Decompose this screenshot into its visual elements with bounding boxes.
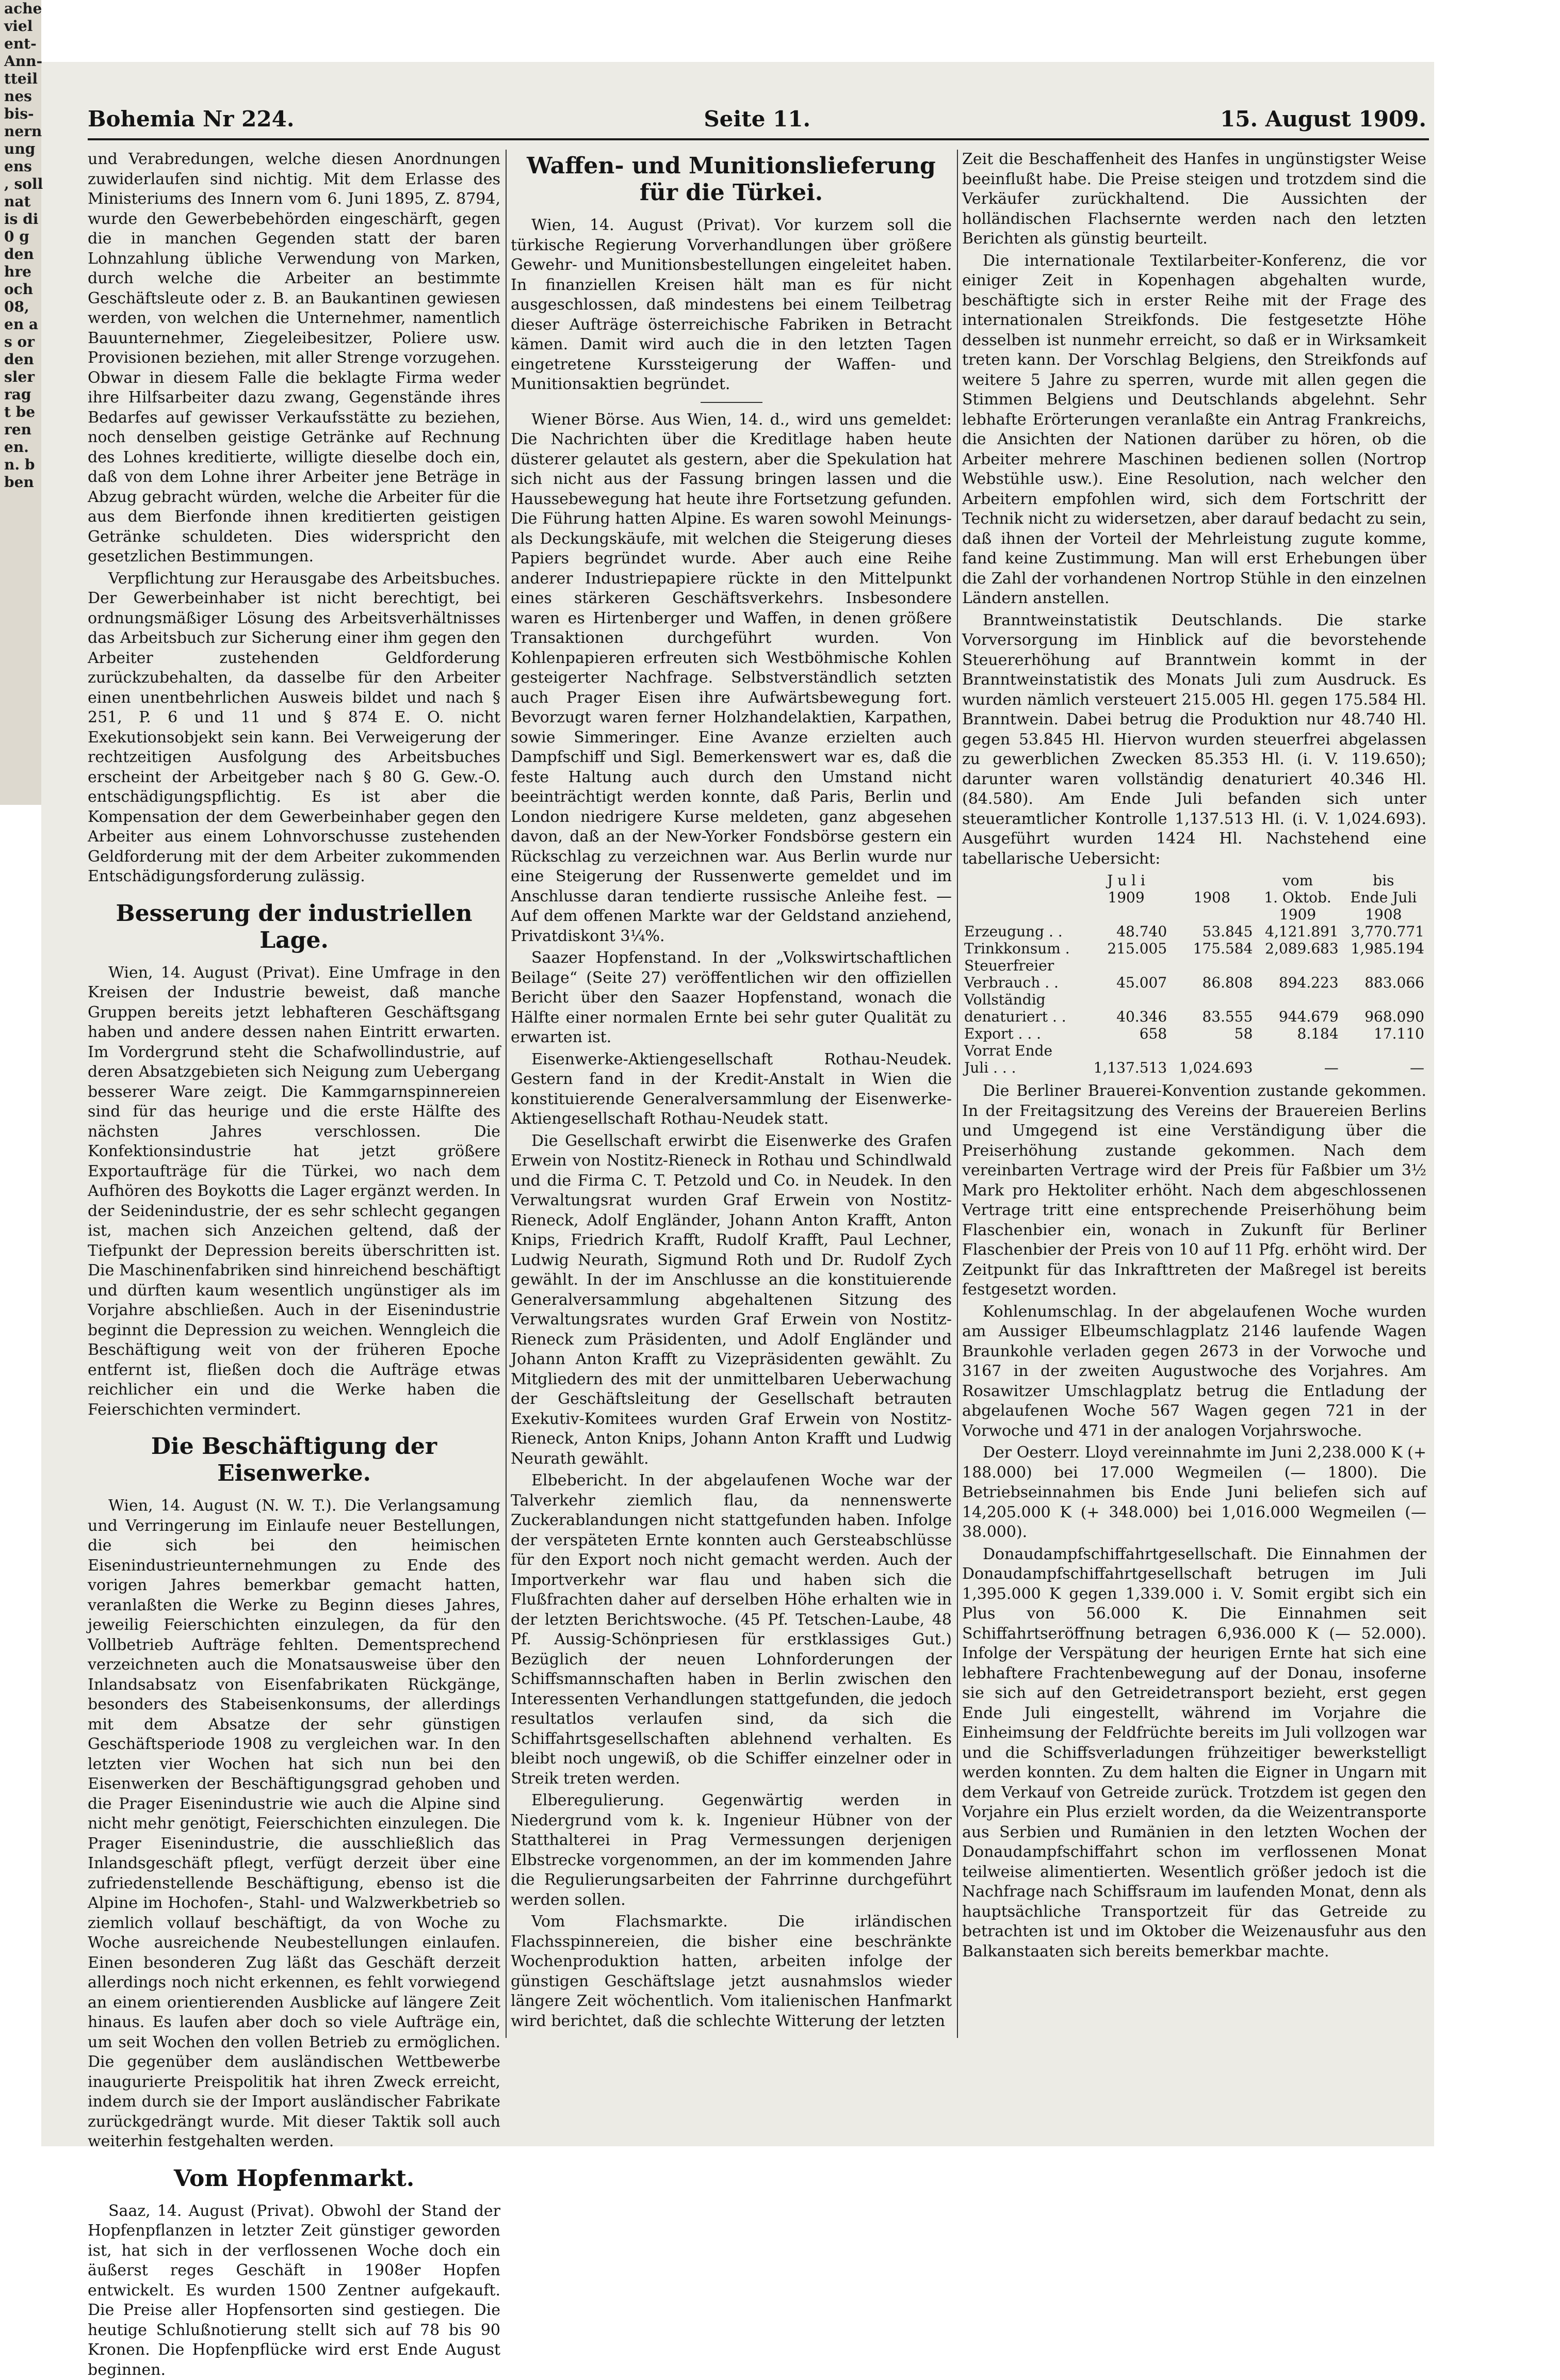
prev-page-fragment: hre bbox=[0, 263, 41, 281]
article-text: Wiener Börse. Aus Wien, 14. d., wird uns gemeldet: Die Nachrichten über die Kreditlage haben heute düsterer gelautet als gestern, aber die Spekulation hat sich nicht aus der Fassung bringen lassen und die Haussebewegung hat heute ihre Fortsetzung gefunden. Die Führung hatten Alpine. Es waren sowohl Meinungs- als Deckungskäufe, mit welchen die Steigerung dieses Papiers begründet wurde. Aber auch eine Reihe anderer Industriepapiere rückte in den Mittelpunkt eines stärkeren Geschäftsverkehrs. Insbesondere waren es Hirtenberger und Waffen, in denen größere Transaktionen durchgeführt wurden. Von Kohlenpapieren erfreuten sich Westböhmische Kohlen gesteigerter Nachfrage. Selbstverständlich setzten auch Prager Eisen ihre Aufwärtsbewegung fort. Bevorzugt waren ferner Holzhandelaktien, Karpathen, sowie Simmeringer. Eine Avanze erzielten auch Dampfschiff und Sigl. Bemerkenswert war es, daß die feste Haltung auch durch den Umstand nicht beeinträchtigt werden konnte, daß Paris, Berlin und London niedrigere Kurse meldeten, ganz abgesehen davon, daß an der New-Yorker Fondsbörse gestern ein Rückschlag zu verzeichnen war. Aus Berlin wurde nur eine Steigerung der Russenwerte gemeldet und im Anschlusse daran tendierte russische Anleihe fest. — Auf dem offenen Markte war der Geldstand anziehend, Privatdiskont 3¼%. bbox=[511, 410, 952, 947]
article-text: Der Oesterr. Lloyd vereinnahmte im Juni 2,238.000 K (+ 188.000) bei 17.000 Wegmeilen (— 1800). Die Betriebseinnahmen bis Ende Juni beliefen sich auf 14,205.000 K (+ 348.000) bei 1,016.000 Wegmeilen (— 38.000). bbox=[962, 1443, 1426, 1543]
table-cell: 83.555 bbox=[1169, 1008, 1255, 1025]
article-text: Elbebericht. In der abgelaufenen Woche war der Talverkehr ziemlich flau, da nennenswerte Zuckerablandungen nicht stattgefunden haben. Infolge der verspäteten Ernte konnten auch Gersteabschlüsse für den Export noch nicht gemacht werden. Auch der Importverkehr war flau und haben sich die Flußfrachten daher auf derselben Höhe erhalten wie in der letzten Berichtswoche. (45 Pf. Tetschen-Laube, 48 Pf. Aussig-Schönpriesen für erstklassiges Gut.) Bezüglich der neuen Lohnforderungen der Schiffsmannschaften haben in Berlin zwischen den Interessenten Verhandlungen stattgefunden, die jedoch resultatlos verlaufen sind, da sich die Schiffahrtsgesellschaften ablehnend verhalten. Es bleibt noch ungewiß, ob die Schiffer einzelner oder in Streik treten werden. bbox=[511, 1471, 952, 1789]
prev-page-fragment: , soll bbox=[0, 175, 41, 193]
table-cell: 8.184 bbox=[1255, 1025, 1340, 1042]
article-heading: Vom Hopfenmarkt. bbox=[88, 2165, 500, 2192]
table-cell: 40.346 bbox=[1083, 1008, 1169, 1025]
table-cell: 883.066 bbox=[1341, 974, 1426, 991]
table-cell: 1,137.513 bbox=[1083, 1059, 1169, 1076]
prev-page-fragment: ache bbox=[0, 0, 41, 18]
table-row-label: Vollständig bbox=[962, 991, 1083, 1008]
table-cell: 968.090 bbox=[1341, 1008, 1426, 1025]
table-cell: 86.808 bbox=[1169, 974, 1255, 991]
table-cell: — bbox=[1341, 1059, 1426, 1076]
separator bbox=[701, 402, 762, 403]
table-row-label: denaturiert . . bbox=[962, 1008, 1083, 1025]
prev-page-fragment: den bbox=[0, 246, 41, 263]
table-cell: 53.845 bbox=[1169, 923, 1255, 940]
table-row bbox=[962, 1025, 1426, 1042]
table-cell: 48.740 bbox=[1083, 923, 1169, 940]
article-text: Branntweinstatistik Deutschlands. Die starke Vorversorgung im Hinblick auf die bevorstehende Steuererhöhung auf Branntwein kommt in der Branntweinstatistik des Monats Juli zum Ausdruck. Es wurden nämlich versteuert 215.005 Hl. gegen 175.584 Hl. Branntwein. Dabei betrug die Produktion nur 48.740 Hl. gegen 53.845 Hl. Hiervon wurden steuerfrei abgelassen zu gewerblichen Zwecken 85.353 Hl. (i. V. 119.650); darunter waren vollständig denaturiert 40.346 Hl. (84.580). Am Ende Juli befanden sich unter steueramtlicher Kontrolle 1,137.513 Hl. (i. V. 1,024.693). Ausgeführt wurden 1424 Hl. Nachstehend eine tabellarische Uebersicht: bbox=[962, 611, 1426, 869]
table-cell: 175.584 bbox=[1169, 940, 1255, 957]
prev-page-fragment: ung bbox=[0, 140, 41, 158]
table-header-cell: Ende Juli bbox=[1341, 889, 1426, 906]
table-row-label: Verbrauch . . bbox=[962, 974, 1083, 991]
table-cell: 2,089.683 bbox=[1255, 940, 1340, 957]
article-text: Saazer Hopfenstand. In der „Volkswirtschaftlichen Beilage“ (Seite 27) veröffentlichen wir den offiziellen Bericht über den Saazer Hopfenstand, wonach die Hälfte einer normalen Ernte bei sehr guter Qualität zu erwarten ist. bbox=[511, 948, 952, 1048]
table-header-cell: bis bbox=[1341, 872, 1426, 889]
table-row-label: Steuerfreier bbox=[962, 957, 1083, 974]
table-header-cell: 1908 bbox=[1341, 906, 1426, 923]
prev-page-fragment: is di bbox=[0, 211, 41, 228]
page-header bbox=[88, 101, 1426, 137]
table-row bbox=[962, 1008, 1426, 1025]
prev-page-fragment: 0 g bbox=[0, 228, 41, 246]
table-header-cell: vom bbox=[1255, 872, 1340, 889]
prev-page-fragment: t be bbox=[0, 403, 41, 421]
prev-page-fragment: nes bbox=[0, 88, 41, 105]
table-cell: 58 bbox=[1169, 1025, 1255, 1042]
table-cell: 4,121.891 bbox=[1255, 923, 1340, 940]
table-cell bbox=[1341, 991, 1426, 1008]
table-row bbox=[962, 1042, 1426, 1059]
table-cell bbox=[1169, 991, 1255, 1008]
prev-page-fragment: nat bbox=[0, 193, 41, 211]
prev-page-fragment: 08, bbox=[0, 298, 41, 316]
article-text: Verpflichtung zur Herausgabe des Arbeitsbuches. Der Gewerbeinhaber ist nicht berechtigt, bei ordnungsmäßiger Lösung des Arbeitsverhältnisses das Arbeitsbuch zur Sicherung einer ihm gegen den Arbeiter zustehenden Geldforderung zurückzubehalten, da dasselbe für den Arbeiter einen unentbehrlichen Ausweis bildet und nach § 251, P. 6 und 11 und § 874 E. O. nicht Exekutionsobjekt sein kann. Bei Verweigerung der rechtzeitigen Ausfolgung des Arbeitsbuches erscheint der Arbeitgeber nach § 80 G. Gew.-O. entschädigungspflichtig. Es ist aber die Kompensation der dem Gewerbeinhaber gegen den Arbeiter aus einem Lohnvorschusse zustehenden Geldforderung mit der dem Arbeiter zukommenden Entschädigungsforderung zulässig. bbox=[88, 569, 500, 887]
article-text: Kohlenumschlag. In der abgelaufenen Woche wurden am Aussiger Elbeumschlagplatz 2146 laufende Wagen Braunkohle verladen gegen 2673 in der Vorwoche und 3167 in der zweiten Augustwoche des Vorjahres. Am Rosawitzer Umschlagplatz betrug die Entladung der abgelaufenen Woche 567 Wagen gegen 721 in der Vorwoche und 471 in der analogen Vorjahrswoche. bbox=[962, 1302, 1426, 1442]
table-cell bbox=[1083, 1042, 1169, 1059]
table-header-cell bbox=[962, 872, 1083, 889]
table-cell: — bbox=[1255, 1059, 1340, 1076]
table-cell: 17.110 bbox=[1341, 1025, 1426, 1042]
table-header-cell: 1. Oktob. bbox=[1255, 889, 1340, 906]
article-heading: Waffen- und Munitionslieferung für die Türkei. bbox=[511, 153, 952, 206]
column-rule bbox=[957, 150, 958, 2038]
prev-page-fragment: s or bbox=[0, 333, 41, 351]
prev-page-fragment: en a bbox=[0, 316, 41, 333]
prev-page-fragment: en. bbox=[0, 439, 41, 456]
table-row bbox=[962, 974, 1426, 991]
prev-page-fragment: ent- bbox=[0, 35, 41, 53]
article-text: und Verabredungen, welche diesen Anordnungen zuwiderlaufen sind nichtig. Mit dem Erlasse des Ministeriums des Innern vom 6. Juni 1895, Z. 8794, wurde den Gewerbebehörden eingeschärft, gegen die in manchen Gegenden statt der baren Lohnzahlung übliche Verwendung von Marken, durch welche die Arbeiter an bestimmte Geschäftsleute oder z. B. an Baukantinen gewiesen werden, von welchen die Unternehmer, namentlich Bauunternehmer, Ziegeleibesitzer, Poliere usw. Provisionen beziehen, mit aller Strenge vorzugehen. Obwar in diesem Falle die beklagte Firma weder ihre Hilfsarbeiter dazu zwang, Gegenstände ihres Bedarfes auf gewisser Verkaufsstätte zu beziehen, noch denselben geistige Getränke auf Rechnung des Lohnes kreditierte, willigte dieselbe doch ein, daß von dem Lohne ihrer Arbeiter jene Beträge in Abzug gebracht würden, welche die Arbeiter für die aus dem Bierfonde ihnen kreditierten geistigen Getränke schuldeten. Dies widerspricht den gesetzlichen Bestimmungen. bbox=[88, 150, 500, 567]
table-row bbox=[962, 940, 1426, 957]
table-cell bbox=[1083, 957, 1169, 974]
article-text: Saaz, 14. August (Privat). Obwohl der Stand der Hopfenpflanzen in letzter Zeit günstiger geworden ist, hat sich in der verflossenen Woche doch ein äußerst reges Geschäft in 1908er Hopfen entwickelt. Es wurden 1500 Zentner aufgekauft. Die Preise aller Hopfensorten sind gestiegen. Die heutige Schlußnotierung stellt sich auf 78 bis 90 Kronen. Die Hopfenpflücke wird erst Ende August beginnen. bbox=[88, 2201, 500, 2380]
table-header-cell: 1908 bbox=[1169, 889, 1255, 906]
article-text: Die Gesellschaft erwirbt die Eisenwerke des Grafen Erwein von Nostitz-Rieneck in Rothau und Schindlwald und die Firma C. T. Petzold und Co. in Neudek. In den Verwaltungsrat wurden Graf Erwein von Nostitz-Rieneck, Adolf Engländer, Johann Anton Krafft, Anton Knips, Friedrich Krafft, Rudolf Krafft, Paul Lechner, Ludwig Neurath, Sigmund Roth und Dr. Rudolf Zych gewählt. In der im Anschlusse an die konstituierende Generalversammlung abgehaltenen Sitzung des Verwaltungsrates wurden Graf Erwein von Nostitz-Rieneck zum Präsidenten, und Adolf Engländer und Johann Anton Krafft zu Vizepräsidenten gewählt. Zu Mitgliedern des mit der unmittelbaren Ueberwachung der Geschäftsleitung der Gesellschaft betrauten Exekutiv-Komitees wurden Graf Erwein von Nostitz-Rieneck, Anton Knips, Johann Anton Krafft und Ludwig Neurath gewählt. bbox=[511, 1131, 952, 1469]
prev-page-fragment: nern bbox=[0, 123, 41, 140]
table-row bbox=[962, 923, 1426, 940]
table-header-cell bbox=[962, 906, 1083, 923]
article-text: Wien, 14. August (Privat). Vor kurzem soll die türkische Regierung Vorverhandlungen über größere Gewehr- und Munitionsbestellungen eingeleitet haben. In finanziellen Kreisen hält man es für nicht ausgeschlossen, daß mindestens bei einem Teilbetrag dieser Aufträge österreichische Fabriken in Betracht kämen. Damit wird auch die in den letzten Tagen eingetretene Kurssteigerung der Waffen- und Munitionsaktien begründet. bbox=[511, 216, 952, 395]
table-cell: 3,770.771 bbox=[1341, 923, 1426, 940]
table-row bbox=[962, 957, 1426, 974]
statistics-table bbox=[962, 872, 1426, 1076]
table-row-label: Juli . . . bbox=[962, 1059, 1083, 1076]
column-2 bbox=[511, 150, 952, 2038]
article-text: Elberegulierung. Gegenwärtig werden in Niedergrund vom k. k. Ingenieur Hübner von der Statthalterei in Prag Vermessungen derjenigen Elbstrecke vorgenommen, an der im kommenden Jahre die Regulierungsarbeiten der Fahrrinne durchgeführt werden sollen. bbox=[511, 1791, 952, 1910]
previous-page-edge bbox=[0, 0, 41, 805]
article-text: Die internationale Textilarbeiter-Konferenz, die vor einiger Zeit in Kopenhagen abgehalten wurde, beschäftigte sich in erster Reihe mit der Frage des internationalen Streikfonds. Die festgesetzte Höhe desselben ist nunmehr erreicht, so daß er in Wirksamkeit treten kann. Der Vorschlag Belgiens, den Streikfonds auf weitere 5 Jahre zu sperren, wurde mit allen gegen die Stimmen Belgiens und Deutschlands abgelehnt. Sehr lebhafte Erörterungen veranlaßte ein Antrag Frankreichs, die Ansichten der Nationen darüber zu hören, ob die Arbeiter mehrere Maschinen bedienen sollen (Nortrop Webstühle usw.). Eine Resolution, nach welcher den Arbeitern empfohlen wird, sich dem Fortschritt der Technik nicht zu widersetzen, aber darauf bedacht zu sein, daß ihnen der Vorteil der Mehrleistung zugute komme, fand keine Zustimmung. Man will erst Erhebungen über die Zahl der vorhandenen Nortrop Stühle in den einzelnen Ländern anstellen. bbox=[962, 251, 1426, 609]
prev-page-fragment: rag bbox=[0, 386, 41, 403]
article-text: Eisenwerke-Aktiengesellschaft Rothau-Neudek. Gestern fand in der Kredit-Anstalt in Wien die konstituierende Generalversammlung der Eisenwerke-Aktiengesellschaft Rothau-Neudek statt. bbox=[511, 1050, 952, 1129]
table-cell bbox=[1341, 1042, 1426, 1059]
header-rule bbox=[88, 138, 1429, 140]
table-header-cell: J u l i bbox=[1083, 872, 1169, 889]
prev-page-fragment: ren bbox=[0, 421, 41, 439]
table-header-cell: 1909 bbox=[1083, 889, 1169, 906]
prev-page-fragment: n. b bbox=[0, 456, 41, 474]
table-cell bbox=[1255, 991, 1340, 1008]
table-cell bbox=[1255, 1042, 1340, 1059]
table-header-cell bbox=[1169, 872, 1255, 889]
article-text: Wien, 14. August (N. W. T.). Die Verlangsamung und Verringerung im Einlaufe neuer Bestellungen, die sich bei den heimischen Eisenindustrieunternehmungen zu Ende des vorigen Jahres bemerkbar gemacht hatten, veranlaßten die Werke zu Beginn dieses Jahres, jeweilig Feierschichten einzulegen, da für den Vollbetrieb Aufträge fehlten. Dementsprechend verzeichneten auch die Monatsausweise über den Inlandsabsatz von Eisenfabrikaten Rückgänge, besonders des Stabeisenkonsums, der allerdings mit dem Absatze der sehr günstigen Geschäftsperiode 1908 zu vergleichen war. In den letzten vier Wochen hat sich nun bei den Eisenwerken der Beschäftigungsgrad gehoben und die Prager Eisenindustrie wie auch die Alpine sind nicht mehr genötigt, Feierschichten einzulegen. Die Prager Eisenindustrie, die ausschließlich das Inlandsgeschäft pflegt, verfügt derzeit über eine zufriedenstellende Beschäftigung, ebenso ist die Alpine im Hochofen-, Stahl- und Walzwerkbetrieb so ziemlich vollauf beschäftigt, da von Woche zu Woche ausreichende Neubestellungen einlaufen. Einen besonderen Zug läßt das Geschäft derzeit allerdings noch nicht erkennen, es fehlt vorwiegend an einem orientierenden Ausblicke auf längere Zeit hinaus. Es laufen aber doch so viele Aufträge ein, um seit Wochen den vollen Betrieb zu ermöglichen. Die gegenüber dem ausländischen Wettbewerbe inaugurierte Preispolitik hat ihren Zweck erreicht, indem durch sie der Import ausländischer Fabrikate zurückgedrängt wurde. Mit dieser Taktik soll auch weiterhin festgehalten werden. bbox=[88, 1496, 500, 2152]
prev-page-fragment: tteil bbox=[0, 70, 41, 88]
page-number: Seite 11. bbox=[704, 106, 810, 132]
table-cell: 658 bbox=[1083, 1025, 1169, 1042]
article-text: Die Berliner Brauerei-Konvention zustande gekommen. In der Freitagsitzung des Vereins der Brauereien Berlins und Umgegend ist eine Verständigung über die Preiserhöhung zustande gekommen. Nach dem vereinbarten Vertrage wird der Preis für Faßbier um 3½ Mark pro Hektoliter erhöht. Nach dem abgeschlossenen Vertrage tritt eine entsprechende Preiserhöhung beim Flaschenbier ein, wonach in Zukunft für Berliner Flaschenbier der Preis von 10 auf 11 Pfg. erhöht wird. Der Zeitpunkt für das Inkrafttreten der Maßregel ist bereits festgesetzt worden. bbox=[962, 1081, 1426, 1300]
issue-number: Bohemia Nr 224. bbox=[88, 106, 294, 132]
table-cell: 1,024.693 bbox=[1169, 1059, 1255, 1076]
table-cell: 45.007 bbox=[1083, 974, 1169, 991]
article-text: Vom Flachsmarkte. Die irländischen Flachsspinnereien, die bisher eine beschränkte Wochenproduktion hatten, arbeiten infolge der günstigen Geschäftslage jetzt ausnahmslos wieder längere Zeit wöchentlich. Vom italienischen Hanfmarkt wird berichtet, daß die schlechte Witterung der letzten bbox=[511, 1912, 952, 2031]
table-row-label: Export . . . bbox=[962, 1025, 1083, 1042]
prev-page-fragment: bis- bbox=[0, 105, 41, 123]
article-text: Donaudampfschiffahrtgesellschaft. Die Einnahmen der Donaudampfschiffahrtgesellschaft betrugen im Juli 1,395.000 K gegen 1,339.000 i. V. Somit ergibt sich ein Plus von 56.000 K. Die Einnahmen seit Schiffahrtseröffnung betragen 6,936.000 K (— 52.000). Infolge der Verspätung der heurigen Ernte hat sich eine lebhaftere Frachtenbewegung auf der Donau, insoferne sie sich auf den Getreidetransport bezieht, erst gegen Ende Juli eingestellt, während im Vorjahre die Einheimsung der Feldfrüchte bereits im Juli vollzogen war und die Schiffsverladungen frühzeitiger bewerkstelligt werden konnten. Zu dem halten die Eigner in Ungarn mit dem Verkauf von Getreide zurück. Trotzdem ist gegen den Vorjahre ein Plus erzielt worden, da die Weizentransporte aus Serbien und Rumänien in den letzten Wochen der Donaudampfschiffahrt schon im verflossenen Monat teilweise alimentierten. Wesentlich größer jedoch ist die Nachfrage nach Schiffsraum im laufenden Monat, denn als hauptsächliche Transportzeit für das Getreide zu betrachten ist und im Oktober die Weizenausfuhr aus den Balkanstaaten sich bereits bemerkbar machte. bbox=[962, 1545, 1426, 1962]
column-1 bbox=[88, 150, 500, 2038]
table-cell: 944.679 bbox=[1255, 1008, 1340, 1025]
table-header-cell: 1909 bbox=[1255, 906, 1340, 923]
table-header-cell bbox=[1169, 906, 1255, 923]
table-row-label: Vorrat Ende bbox=[962, 1042, 1083, 1059]
column-rule bbox=[506, 150, 507, 2038]
table-header-cell bbox=[1083, 906, 1169, 923]
table-cell bbox=[1083, 991, 1169, 1008]
table-row-label: Erzeugung . . bbox=[962, 923, 1083, 940]
table-cell bbox=[1169, 957, 1255, 974]
prev-page-fragment: den bbox=[0, 351, 41, 368]
article-text: Zeit die Beschaffenheit des Hanfes in ungünstigster Weise beeinflußt habe. Die Preise steigen und trotzdem sind die Verkäufer zurückhaltend. Die Aussichten der holländischen Flachsernte werden nach den letzten Berichten als günstig beurteilt. bbox=[962, 150, 1426, 249]
table-cell bbox=[1341, 957, 1426, 974]
prev-page-fragment: och bbox=[0, 281, 41, 298]
table-cell: 215.005 bbox=[1083, 940, 1169, 957]
table-cell bbox=[1255, 957, 1340, 974]
prev-page-fragment: ben bbox=[0, 474, 41, 491]
prev-page-fragment: viel bbox=[0, 18, 41, 35]
table-header-cell bbox=[962, 889, 1083, 906]
article-heading: Besserung der industriellen Lage. bbox=[88, 900, 500, 954]
prev-page-fragment: Ann- bbox=[0, 53, 41, 70]
table-cell: 1,985.194 bbox=[1341, 940, 1426, 957]
prev-page-fragment: ens bbox=[0, 158, 41, 175]
table-row bbox=[962, 1059, 1426, 1076]
table-row bbox=[962, 991, 1426, 1008]
article-text: Wien, 14. August (Privat). Eine Umfrage in den Kreisen der Industrie beweist, daß manche Gruppen bereits jetzt lebhafteren Geschäftsgang haben und andere dessen nahen Eintritt erwarten. Im Vordergrund steht die Schafwollindustrie, auf deren Absatzgebieten sich Neigung zum Uebergang besserer Ware zeigt. Die Kammgarnspinnereien sind für das heurige und die erste Hälfte des nächsten Jahres verschlossen. Die Konfektionsindustrie hat jetzt größere Exportaufträge für die Türkei, wo nach dem Aufhören des Boykotts die Lager ergänzt werden. In der Seidenindustrie, der es sehr schlecht gegangen ist, machen sich Anzeichen geltend, daß der Tiefpunkt der Depression bereits überschritten ist. Die Maschinenfabriken sind hinreichend beschäftigt und dürften kaum wesentlich ungünstiger als im Vorjahre abschließen. Auch in der Eisenindustrie beginnt die Depression zu weichen. Wenngleich die Beschäftigung weit von der früheren Epoche entfernt ist, fließen doch die Aufträge etwas reichlicher ein und die Werke haben die Feierschichten vermindert. bbox=[88, 963, 500, 1420]
table-row-label: Trinkkonsum . bbox=[962, 940, 1083, 957]
article-heading: Die Beschäftigung der Eisenwerke. bbox=[88, 1433, 500, 1487]
prev-page-fragment: sler bbox=[0, 368, 41, 386]
table-cell: 894.223 bbox=[1255, 974, 1340, 991]
issue-date: 15. August 1909. bbox=[1220, 106, 1426, 132]
column-3 bbox=[962, 150, 1426, 2038]
table-cell bbox=[1169, 1042, 1255, 1059]
